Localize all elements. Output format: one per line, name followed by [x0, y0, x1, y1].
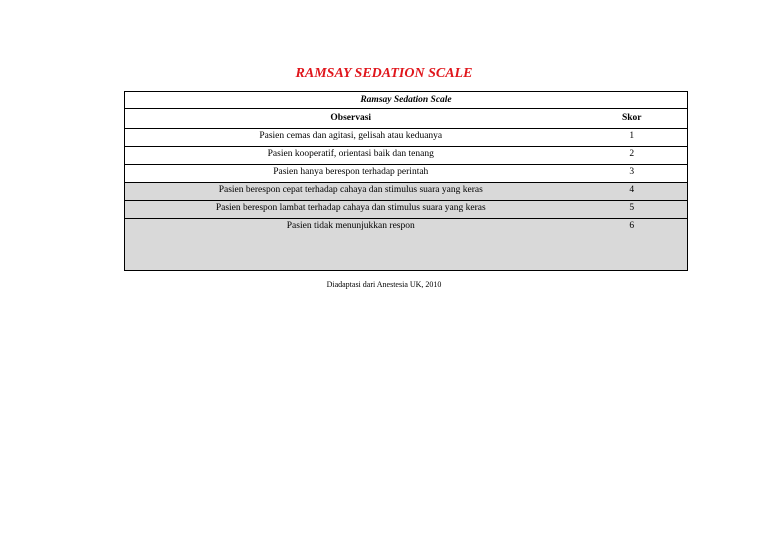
table-header-row [125, 109, 688, 129]
score-cell: 6 [577, 219, 688, 271]
table-row [125, 219, 688, 271]
source-note: Diadaptasi dari Anestesia UK, 2010 [326, 280, 442, 289]
table-row [125, 129, 688, 147]
score-cell: 4 [577, 183, 688, 201]
observation-cell: Pasien cemas dan agitasi, gelisah atau keduanya [125, 129, 577, 147]
observation-cell: Pasien tidak menunjukkan respon [125, 219, 577, 271]
observation-cell: Pasien berespon lambat terhadap cahaya dan stimulus suara yang keras [125, 201, 577, 219]
score-cell: 5 [577, 201, 688, 219]
table-row [125, 147, 688, 165]
observation-cell: Pasien hanya berespon terhadap perintah [125, 165, 577, 183]
column-header-observation: Observasi [125, 109, 577, 129]
score-cell: 2 [577, 147, 688, 165]
ramsay-scale-table [124, 91, 688, 271]
table-row [125, 201, 688, 219]
table-row [125, 165, 688, 183]
table-row [125, 183, 688, 201]
table-caption-row [125, 92, 688, 109]
column-header-score: Skor [577, 109, 688, 129]
document-title: RAMSAY SEDATION SCALE [295, 66, 473, 81]
score-cell: 3 [577, 165, 688, 183]
table-caption: Ramsay Sedation Scale [125, 92, 688, 109]
observation-cell: Pasien kooperatif, orientasi baik dan tenang [125, 147, 577, 165]
observation-cell: Pasien berespon cepat terhadap cahaya dan stimulus suara yang keras [125, 183, 577, 201]
score-cell: 1 [577, 129, 688, 147]
